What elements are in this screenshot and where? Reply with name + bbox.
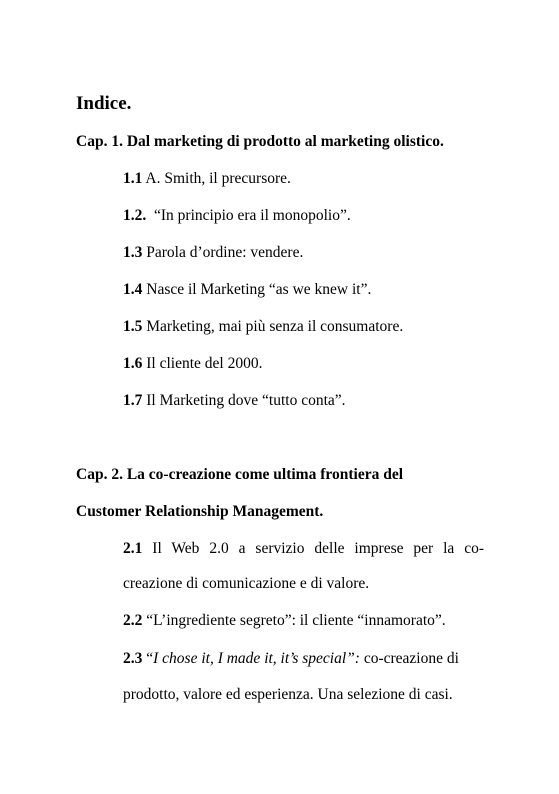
toc-entry-2-1-line-2: creazione di comunicazione e di valore. (123, 575, 370, 592)
toc-entry-1-4 (123, 281, 371, 299)
toc-entry-1-6 (123, 355, 262, 373)
toc-entry-1-5 (123, 318, 403, 336)
toc-entry-2-2 (123, 612, 446, 630)
entry-text: “ (142, 650, 154, 667)
entry-text: “L’ingrediente segreto”: il cliente “innamorato”. (142, 612, 446, 629)
toc-entry-1-2 (123, 207, 351, 225)
entry-number: 2.1 (123, 540, 143, 557)
entry-number: 2.3 (123, 650, 143, 667)
toc-entry-1-7 (123, 392, 346, 410)
entry-number: 1.2. (123, 207, 147, 224)
entry-text: Marketing, mai più senza il consumatore. (142, 318, 404, 335)
entry-text: Parola d’ordine: vendere. (142, 244, 304, 261)
entry-text: Il Web 2.0 a servizio delle imprese per la co- (142, 540, 484, 557)
toc-entry-2-3-line-1 (123, 650, 459, 668)
entry-text: A. Smith, il precursore. (142, 170, 291, 187)
toc-entry-1-1 (123, 170, 291, 188)
toc-entry-1-3 (123, 244, 303, 262)
entry-number: 1.7 (123, 392, 143, 409)
entry-italic-text: I chose it, I made it, it’s special”: (153, 650, 360, 667)
chapter-2-title-line-2: Customer Relationship Management. (76, 503, 324, 520)
toc-entry-2-1-line-1 (123, 540, 484, 558)
entry-text: “In principio era il monopolio”. (146, 207, 351, 224)
entry-number: 1.1 (123, 170, 143, 187)
entry-number: 1.4 (123, 281, 143, 298)
entry-text: Il cliente del 2000. (142, 355, 263, 372)
chapter-1-title: Cap. 1. Dal marketing di prodotto al marketing olistico. (76, 133, 444, 150)
entry-number: 1.6 (123, 355, 143, 372)
entry-number: 2.2 (123, 612, 143, 629)
entry-text: Il Marketing dove “tutto conta”. (142, 392, 346, 409)
entry-number: 1.3 (123, 244, 143, 261)
entry-text: Nasce il Marketing “as we knew it”. (142, 281, 372, 298)
index-title: Indice. (76, 93, 132, 114)
toc-entry-2-3-line-2: prodotto, valore ed esperienza. Una selezione di casi. (123, 686, 453, 703)
entry-number: 1.5 (123, 318, 143, 335)
chapter-2-title-line-1: Cap. 2. La co-creazione come ultima frontiera del (76, 466, 404, 483)
entry-text: co-creazione di (359, 650, 459, 667)
